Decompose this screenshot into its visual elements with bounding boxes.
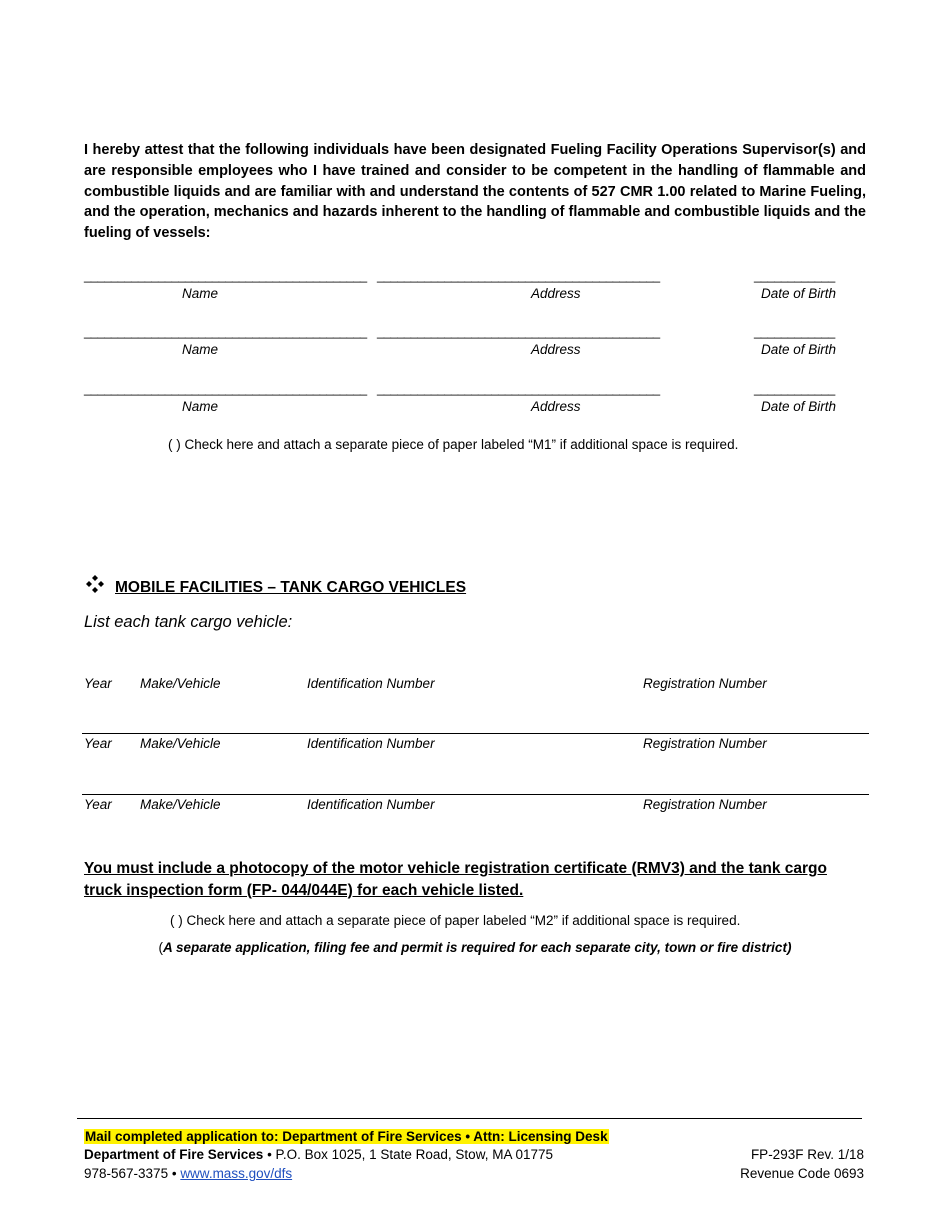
dob-label: Date of Birth [761,342,837,357]
address-label: Address [531,286,581,301]
name-label: Name [182,399,219,414]
open-paren: ( [158,940,164,955]
dob-label: Date of Birth [761,286,837,301]
separate-note-text: A separate application, filing fee and permit is required for each separate city, town or fire district [163,940,787,955]
name-label: Name [182,342,219,357]
footer-address-line [84,1146,553,1164]
make-label: Make/Vehicle [140,736,221,751]
registration-label: Registration Number [643,736,767,751]
address-field-2[interactable]: __________________________________________ [377,324,660,339]
form-code: FP-293F Rev. 1/18 [750,1147,864,1162]
id-number-label: Identification Number [307,676,435,691]
close-paren: ) [786,940,792,955]
id-number-label: Identification Number [307,736,435,751]
id-number-label: Identification Number [307,797,435,812]
address-field-1[interactable]: __________________________________________ [377,268,660,283]
separate-application-note [0,940,950,955]
dob-label: Date of Birth [761,399,837,414]
department-name: Department of Fire Services [84,1147,264,1162]
mail-instruction: Mail completed application to: Department of Fire Services • Attn: Licensing Desk [85,1129,608,1144]
name-field-2[interactable]: __________________________________________ [84,324,367,339]
footer-rule [77,1118,862,1119]
revenue-code: Revenue Code 0693 [740,1166,864,1181]
m1-checkbox-text[interactable]: ( ) Check here and attach a separate piece of paper labeled “M1” if additional space is required. [168,437,739,452]
dob-field-1[interactable]: ____________ [754,268,835,283]
vehicle-row-rule [82,794,869,795]
registration-label: Registration Number [643,797,767,812]
dob-field-2[interactable]: ____________ [754,324,835,339]
phone-number: 978-567-3375 • [84,1166,181,1181]
name-field-3[interactable]: __________________________________________ [84,381,367,396]
list-instruction: List each tank cargo vehicle: [84,613,293,631]
make-label: Make/Vehicle [140,797,221,812]
section-title: MOBILE FACILITIES – TANK CARGO VEHICLES [115,579,467,596]
address-label: Address [531,342,581,357]
address-field-3[interactable]: __________________________________________ [377,381,660,396]
m2-checkbox-text[interactable]: ( ) Check here and attach a separate piece of paper labeled “M2” if additional space is required. [170,913,741,928]
website-link[interactable]: www.mass.gov/dfs [180,1166,293,1181]
address-label: Address [531,399,581,414]
dob-field-3[interactable]: ____________ [754,381,835,396]
year-label: Year [84,736,112,751]
name-label: Name [182,286,219,301]
vehicle-row-rule [82,733,869,734]
photocopy-notice: You must include a photocopy of the motor vehicle registration certificate (RMV3) and the tank cargo truck inspection form (FP- 044/044E) for each vehicle listed. [84,860,827,899]
year-label: Year [84,676,112,691]
make-label: Make/Vehicle [140,676,221,691]
mailing-address: • P.O. Box 1025, 1 State Road, Stow, MA 01775 [263,1147,553,1162]
diamond-bullet-icon [84,573,106,595]
footer-contact-line [84,1165,292,1183]
year-label: Year [84,797,112,812]
footer-mail-line [84,1128,609,1146]
attestation-text: I hereby attest that the following individuals have been designated Fueling Facility Operations Supervisor(s) and are responsible employees who I have trained and consider to be competent in the handling of flammable and combustible liquids and are familiar with and understand the contents of 527 CMR 1.00 related to Marine Fueling, and the operation, mechanics and hazards inherent to the handling of flammable and combustible liquids and the fueling of vessels: [84,142,866,242]
name-field-1[interactable]: __________________________________________ [84,268,367,283]
registration-label: Registration Number [643,676,767,691]
